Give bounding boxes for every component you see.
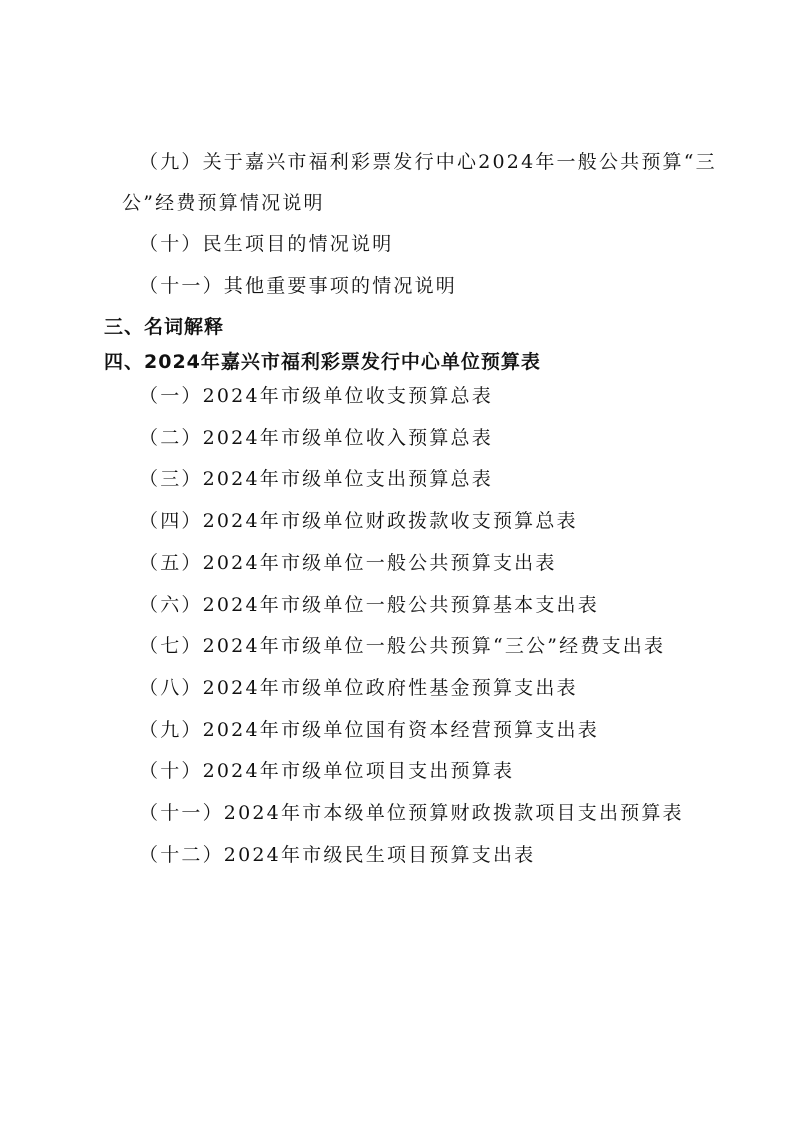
- section-heading-3: 三、名词解释: [104, 316, 225, 338]
- toc-item-11: （十一）其他重要事项的情况说明: [139, 275, 458, 297]
- table-list-item: （八）2024年市级单位政府性基金预算支出表: [139, 677, 578, 699]
- table-list-item: （四）2024年市级单位财政拨款收支预算总表: [139, 510, 578, 532]
- table-list-item: （六）2024年市级单位一般公共预算基本支出表: [139, 594, 599, 616]
- toc-item-9-line-1: （九）关于嘉兴市福利彩票发行中心2024年一般公共预算“三: [139, 151, 717, 173]
- table-list-item: （九）2024年市级单位国有资本经营预算支出表: [139, 719, 599, 741]
- table-list-item: （二）2024年市级单位收入预算总表: [139, 427, 493, 449]
- section-heading-4: 四、2024年嘉兴市福利彩票发行中心单位预算表: [104, 351, 541, 373]
- toc-item-10: （十）民生项目的情况说明: [139, 233, 394, 255]
- table-list-item: （十）2024年市级单位项目支出预算表: [139, 760, 515, 782]
- table-list-item: （三）2024年市级单位支出预算总表: [139, 468, 493, 490]
- table-list-item: （七）2024年市级单位一般公共预算“三公”经费支出表: [139, 635, 666, 657]
- table-list-item: （十一）2024年市本级单位预算财政拨款项目支出预算表: [139, 802, 684, 824]
- table-list-item: （五）2024年市级单位一般公共预算支出表: [139, 552, 557, 574]
- table-list-item: （十二）2024年市级民生项目预算支出表: [139, 844, 536, 866]
- toc-item-9-line-2: 公”经费预算情况说明: [122, 192, 325, 214]
- table-list-item: （一）2024年市级单位收支预算总表: [139, 385, 493, 407]
